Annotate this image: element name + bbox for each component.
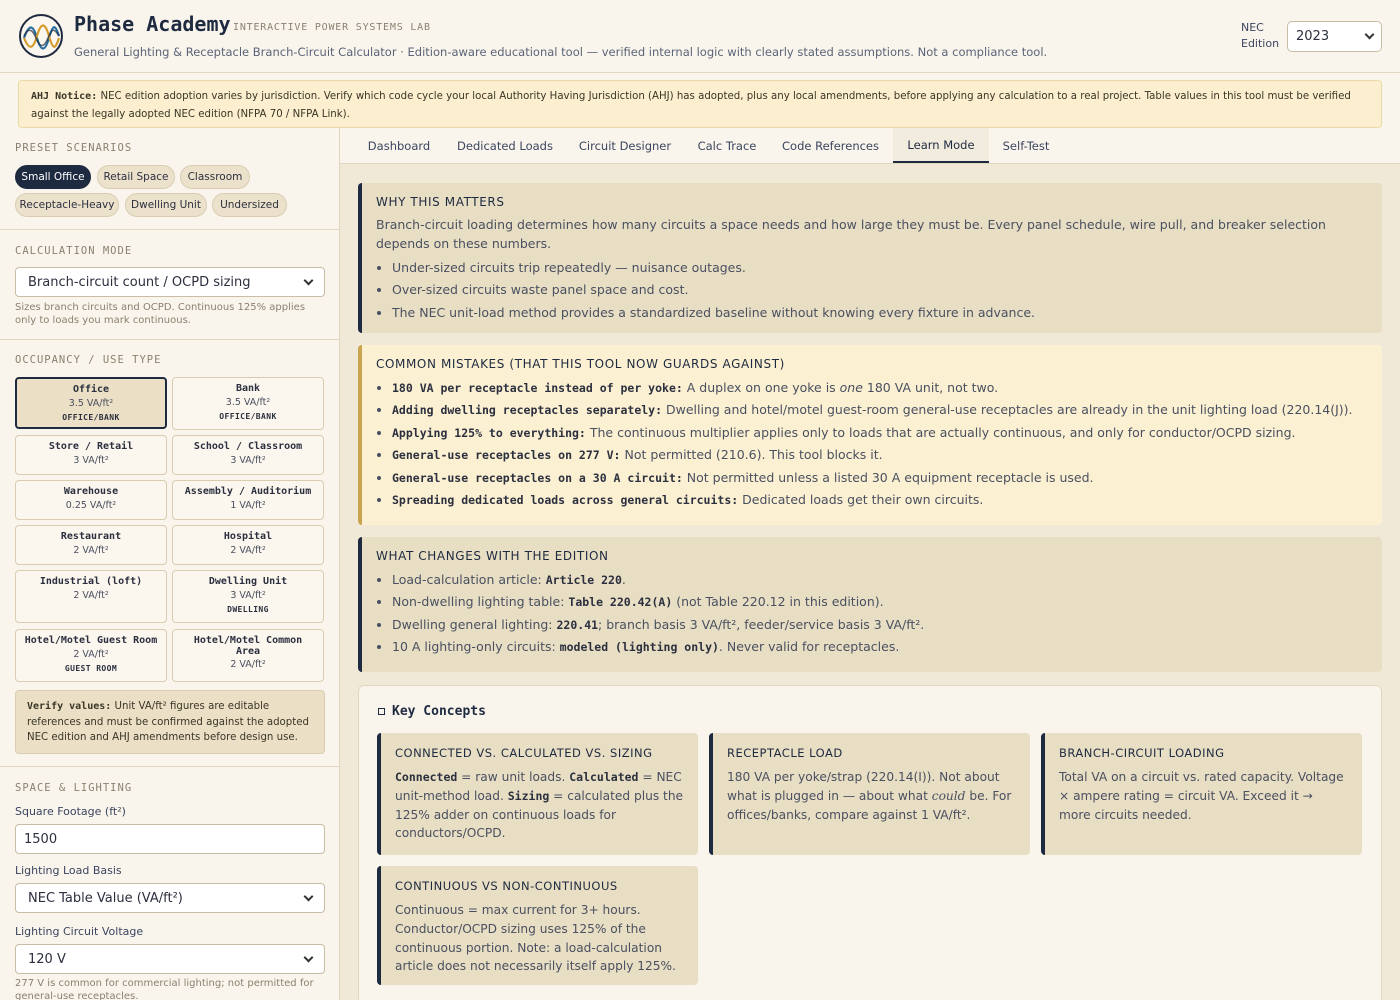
app-title: Phase Academy xyxy=(74,12,231,36)
occupancy-name: Store / Retail xyxy=(48,441,134,452)
voltage-value: 120 V xyxy=(28,951,66,967)
edition-label-line1: NEC xyxy=(1241,21,1264,34)
common-mistakes-card xyxy=(358,345,1382,525)
occupancy-name: Office xyxy=(72,384,110,395)
edition-code: Table 220.42(A) xyxy=(568,595,673,610)
concept-card-continuous xyxy=(377,866,698,985)
occupancy-restaurant[interactable] xyxy=(15,525,167,565)
mistake-key: Spreading dedicated loads across general circuits: xyxy=(392,493,739,508)
occupancy-label: OCCUPANCY / USE TYPE xyxy=(15,354,162,366)
edition-code: Article 220 xyxy=(545,573,622,587)
occupancy-warehouse[interactable] xyxy=(15,480,167,520)
occupancy-hotel-common-area[interactable] xyxy=(172,629,324,682)
mode-label: CALCULATION MODE xyxy=(15,245,133,257)
mode-hint: Sizes branch circuits and OCPD. Continuous 125% applies only to loads you mark continuous. xyxy=(15,302,306,326)
key-concepts-panel xyxy=(358,685,1382,1000)
occupancy-tag: GUEST ROOM xyxy=(64,664,118,673)
mistake-key: Applying 125% to everything: xyxy=(392,425,586,440)
occupancy-hospital[interactable] xyxy=(172,525,324,565)
concept-def: = NEC unit-method load. xyxy=(395,770,682,803)
list-item xyxy=(392,636,1368,658)
preset-dwelling-unit[interactable]: Dwelling Unit xyxy=(125,193,207,217)
voltage-hint: 277 V is common for commercial lighting; not permitted for general-use receptacles. xyxy=(15,978,314,1000)
card-title: COMMON MISTAKES (THAT THIS TOOL NOW GUARDS AGAINST) xyxy=(376,357,785,371)
occupancy-rate: 2 VA/ft² xyxy=(73,590,109,601)
list-item xyxy=(392,569,1368,591)
calculation-mode-value: Branch-circuit count / OCPD sizing xyxy=(28,274,251,290)
concept-text xyxy=(395,768,684,843)
occupancy-name: School / Classroom xyxy=(193,441,303,452)
app-header xyxy=(0,0,1400,73)
occupancy-hotel-guest-room[interactable] xyxy=(15,629,167,682)
occupancy-name: Restaurant xyxy=(60,531,122,542)
lighting-basis-value: NEC Table Value (VA/ft²) xyxy=(28,890,183,906)
occupancy-bank[interactable] xyxy=(172,377,324,430)
why-this-matters-card xyxy=(358,183,1382,333)
logo-wave-icon xyxy=(19,14,63,58)
edition-text: 10 A lighting-only circuits: xyxy=(392,639,560,655)
tab-circuit-designer[interactable]: Circuit Designer xyxy=(578,138,672,153)
occupancy-rate: 3.5 VA/ft² xyxy=(225,397,271,408)
list-item xyxy=(392,377,1368,399)
notice-label: AHJ Notice: xyxy=(31,91,98,102)
concept-text xyxy=(727,768,1016,824)
edition-changes-card xyxy=(358,537,1382,672)
occupancy-rate: 2 VA/ft² xyxy=(230,659,266,670)
ahj-notice xyxy=(18,80,1382,128)
chevron-down-icon xyxy=(1365,30,1375,40)
occupancy-rate: 0.25 VA/ft² xyxy=(65,500,117,511)
key-concepts-title xyxy=(378,704,486,719)
concept-title: BRANCH-CIRCUIT LOADING xyxy=(1059,746,1225,760)
lighting-basis-label: Lighting Load Basis xyxy=(15,864,122,877)
occupancy-store-retail[interactable] xyxy=(15,435,167,475)
edition-code: modeled (lighting only) xyxy=(559,640,719,655)
occupancy-rate: 3 VA/ft² xyxy=(73,455,109,466)
card-title: WHY THIS MATTERS xyxy=(376,195,505,209)
concept-term: Sizing xyxy=(507,788,550,803)
chevron-down-icon xyxy=(304,891,314,901)
edition-text: Dwelling general lighting: xyxy=(392,616,557,632)
edition-text-end: ; branch basis 3 VA/ft², feeder/service basis 3 VA/ft². xyxy=(598,616,925,632)
list-item xyxy=(392,591,1368,613)
list-item: • Under-sized circuits trip repeatedly — nuisance outages. xyxy=(392,257,1368,279)
concept-def: = calculated plus the 125% adder on continuous loads for conductors/OCPD. xyxy=(395,788,684,841)
mistake-text: Not permitted unless a listed 30 A equipment receptacle is used. xyxy=(686,469,1094,485)
occupancy-name: Hospital xyxy=(223,531,273,542)
mistake-text: A duplex on one yoke is xyxy=(686,380,840,395)
concept-card-branch-loading xyxy=(1041,733,1362,855)
mistake-key: 180 VA per receptacle instead of per yoke: xyxy=(392,381,683,395)
list-item: • Over-sized circuits waste panel space and cost. xyxy=(392,279,1368,301)
preset-classroom[interactable]: Classroom xyxy=(180,165,250,189)
concept-title: CONNECTED VS. CALCULATED VS. SIZING xyxy=(395,746,653,760)
concept-card-connected xyxy=(377,733,698,855)
verify-label: Verify values: xyxy=(27,701,112,712)
mistake-text: Not permitted (210.6). This tool blocks it. xyxy=(624,447,883,463)
concept-text-b: be. For offices/banks, compare against 1 VA/ft². xyxy=(727,788,1012,822)
tab-learn-mode[interactable]: Learn Mode xyxy=(893,128,989,163)
verify-values-note xyxy=(15,690,325,754)
occupancy-name: Dwelling Unit xyxy=(208,576,288,587)
list-item xyxy=(392,444,1368,466)
occupancy-office[interactable] xyxy=(15,377,167,429)
edition-text: Load-calculation article: xyxy=(392,572,546,587)
tab-calc-trace[interactable]: Calc Trace xyxy=(697,138,757,153)
edition-text-end: . Never valid for receptacles. xyxy=(718,639,900,655)
preset-small-office[interactable]: Small Office xyxy=(15,165,91,189)
list-item xyxy=(392,614,1368,636)
occupancy-name: Bank xyxy=(235,383,261,394)
voltage-label: Lighting Circuit Voltage xyxy=(15,925,144,938)
space-lighting-label: SPACE & LIGHTING xyxy=(15,782,133,794)
edition-label-line2: Edition xyxy=(1241,37,1280,50)
occupancy-rate: 3.5 VA/ft² xyxy=(68,398,114,409)
occupancy-assembly-auditorium[interactable] xyxy=(172,480,324,520)
notice-text: NEC edition adoption varies by jurisdiction. Verify which code cycle your local Authority Having Jurisdiction (AHJ) has adopted, plus any local amendments, before applying any calculation to a real project. Table values in this tool must be verified against the legally adopted NEC edition (NFPA 70 / NFPA Link). xyxy=(31,91,1351,120)
occupancy-name: Hotel/Motel Guest Room xyxy=(24,635,158,646)
edition-code: 220.41 xyxy=(556,617,599,632)
concept-card-receptacle xyxy=(709,733,1030,855)
occupancy-tag: OFFICE/BANK xyxy=(219,412,277,421)
edition-text: Non-dwelling lighting table: xyxy=(392,594,569,610)
mistake-text: Dedicated loads get their own circuits. xyxy=(742,492,984,508)
edition-label xyxy=(1241,20,1279,52)
occupancy-rate: 2 VA/ft² xyxy=(230,545,266,556)
calculation-mode-select[interactable] xyxy=(15,267,325,297)
mistake-key: General-use receptacles on a 30 A circuit: xyxy=(392,470,683,485)
chevron-down-icon xyxy=(304,952,314,962)
edition-text-end: . xyxy=(621,572,626,587)
sqft-label: Square Footage (ft²) xyxy=(15,805,126,818)
occupancy-tag: OFFICE/BANK xyxy=(62,413,120,422)
occupancy-name: Warehouse xyxy=(63,486,119,497)
occupancy-name: Assembly / Auditorium xyxy=(184,486,312,497)
occupancy-name: Hotel/Motel Common Area xyxy=(193,635,303,657)
divider xyxy=(0,766,340,767)
mistake-text: Dwelling and hotel/motel guest-room general-use receptacles are already in the unit lighting load (220.14(J)). xyxy=(666,402,1353,418)
square-bullet-icon xyxy=(378,708,385,715)
occupancy-name: Industrial (loft) xyxy=(39,576,143,587)
app-subtitle: INTERACTIVE POWER SYSTEMS LAB xyxy=(233,22,431,33)
tab-bar xyxy=(340,128,1400,164)
list-item xyxy=(392,489,1368,511)
occupancy-rate: 1 VA/ft² xyxy=(230,500,266,511)
occupancy-tag: DWELLING xyxy=(227,605,269,614)
occupancy-rate: 2 VA/ft² xyxy=(73,545,109,556)
divider xyxy=(0,339,340,340)
mistake-text-end: 180 VA unit, not two. xyxy=(862,380,999,395)
voltage-select[interactable] xyxy=(15,944,325,974)
mistake-emphasis: one xyxy=(839,380,863,395)
occupancy-rate: 2 VA/ft² xyxy=(73,649,109,660)
concept-title: RECEPTACLE LOAD xyxy=(727,746,843,760)
occupancy-rate: 3 VA/ft² xyxy=(230,590,266,601)
list-item xyxy=(392,399,1368,421)
preset-retail-space[interactable]: Retail Space xyxy=(97,165,175,189)
preset-undersized[interactable]: Undersized xyxy=(212,193,287,217)
edition-text-end: (not Table 220.12 in this edition). xyxy=(672,594,884,610)
occupancy-rate: 3 VA/ft² xyxy=(230,455,266,466)
concept-emphasis: could xyxy=(931,788,966,803)
divider xyxy=(0,229,340,230)
list-item xyxy=(392,467,1368,489)
tab-self-test[interactable]: Self-Test xyxy=(1002,138,1050,153)
card-title: WHAT CHANGES WITH THE EDITION xyxy=(376,549,609,563)
sqft-input[interactable]: 1500 xyxy=(15,824,325,854)
verify-text: Unit VA/ft² figures are editable references and must be confirmed against the adopted NEC edition and AHJ amendments before design use. xyxy=(27,701,309,743)
mistake-key: Adding dwelling receptacles separately: xyxy=(392,403,663,418)
presets-label: PRESET SCENARIOS xyxy=(15,142,133,154)
mistake-text: The continuous multiplier applies only to loads that are actually continuous, and only for conductor/OCPD sizing. xyxy=(589,424,1296,440)
tab-code-references[interactable]: Code References xyxy=(782,138,879,153)
preset-receptacle-heavy[interactable]: Receptacle-Heavy xyxy=(15,193,119,217)
sidebar xyxy=(0,128,340,1000)
tab-dashboard[interactable]: Dashboard xyxy=(367,138,431,153)
learn-mode-panel xyxy=(340,164,1400,1000)
key-concepts-title-text: Key Concepts xyxy=(392,704,486,719)
mistake-key: General-use receptacles on 277 V: xyxy=(392,448,621,463)
app-tagline: General Lighting & Receptacle Branch-Circuit Calculator · Edition-aware educational tool — verified internal logic with clearly stated assumptions. Not a compliance tool. xyxy=(74,45,1048,59)
occupancy-school-classroom[interactable] xyxy=(172,435,324,475)
concept-term: Calculated xyxy=(569,770,639,784)
edition-select-value: 2023 xyxy=(1296,29,1330,44)
concept-text-a: 180 VA per yoke/strap (220.14(I)). Not about what is plugged in — about what xyxy=(727,770,1000,803)
concept-text: Continuous = max current for 3+ hours. Conductor/OCPD sizing uses 125% of the continuous portion. Note: a load-calculation article does not necessarily itself apply 125%. xyxy=(395,903,677,974)
concept-def: = raw unit loads. xyxy=(457,770,570,784)
chevron-down-icon xyxy=(304,275,314,285)
occupancy-dwelling-unit[interactable] xyxy=(172,570,324,623)
concept-text: Total VA on a circuit vs. rated capacity. Voltage × ampere rating = circuit VA. Exceed it → more circuits needed. xyxy=(1059,770,1344,822)
occupancy-industrial-loft[interactable] xyxy=(15,570,167,623)
lighting-basis-select[interactable] xyxy=(15,883,325,913)
edition-select[interactable] xyxy=(1287,21,1382,52)
concept-title: CONTINUOUS VS NON-CONTINUOUS xyxy=(395,879,618,893)
tab-dedicated-loads[interactable]: Dedicated Loads xyxy=(457,138,553,153)
list-item: • The NEC unit-load method provides a standardized baseline without knowing every fixture in advance. xyxy=(392,302,1368,324)
list-item xyxy=(392,422,1368,444)
card-text: Branch-circuit loading determines how many circuits a space needs and how large they must be. Every panel schedule, wire pull, and breaker selection depends on these numbers. xyxy=(376,217,1326,251)
concept-term: Connected xyxy=(395,770,458,784)
